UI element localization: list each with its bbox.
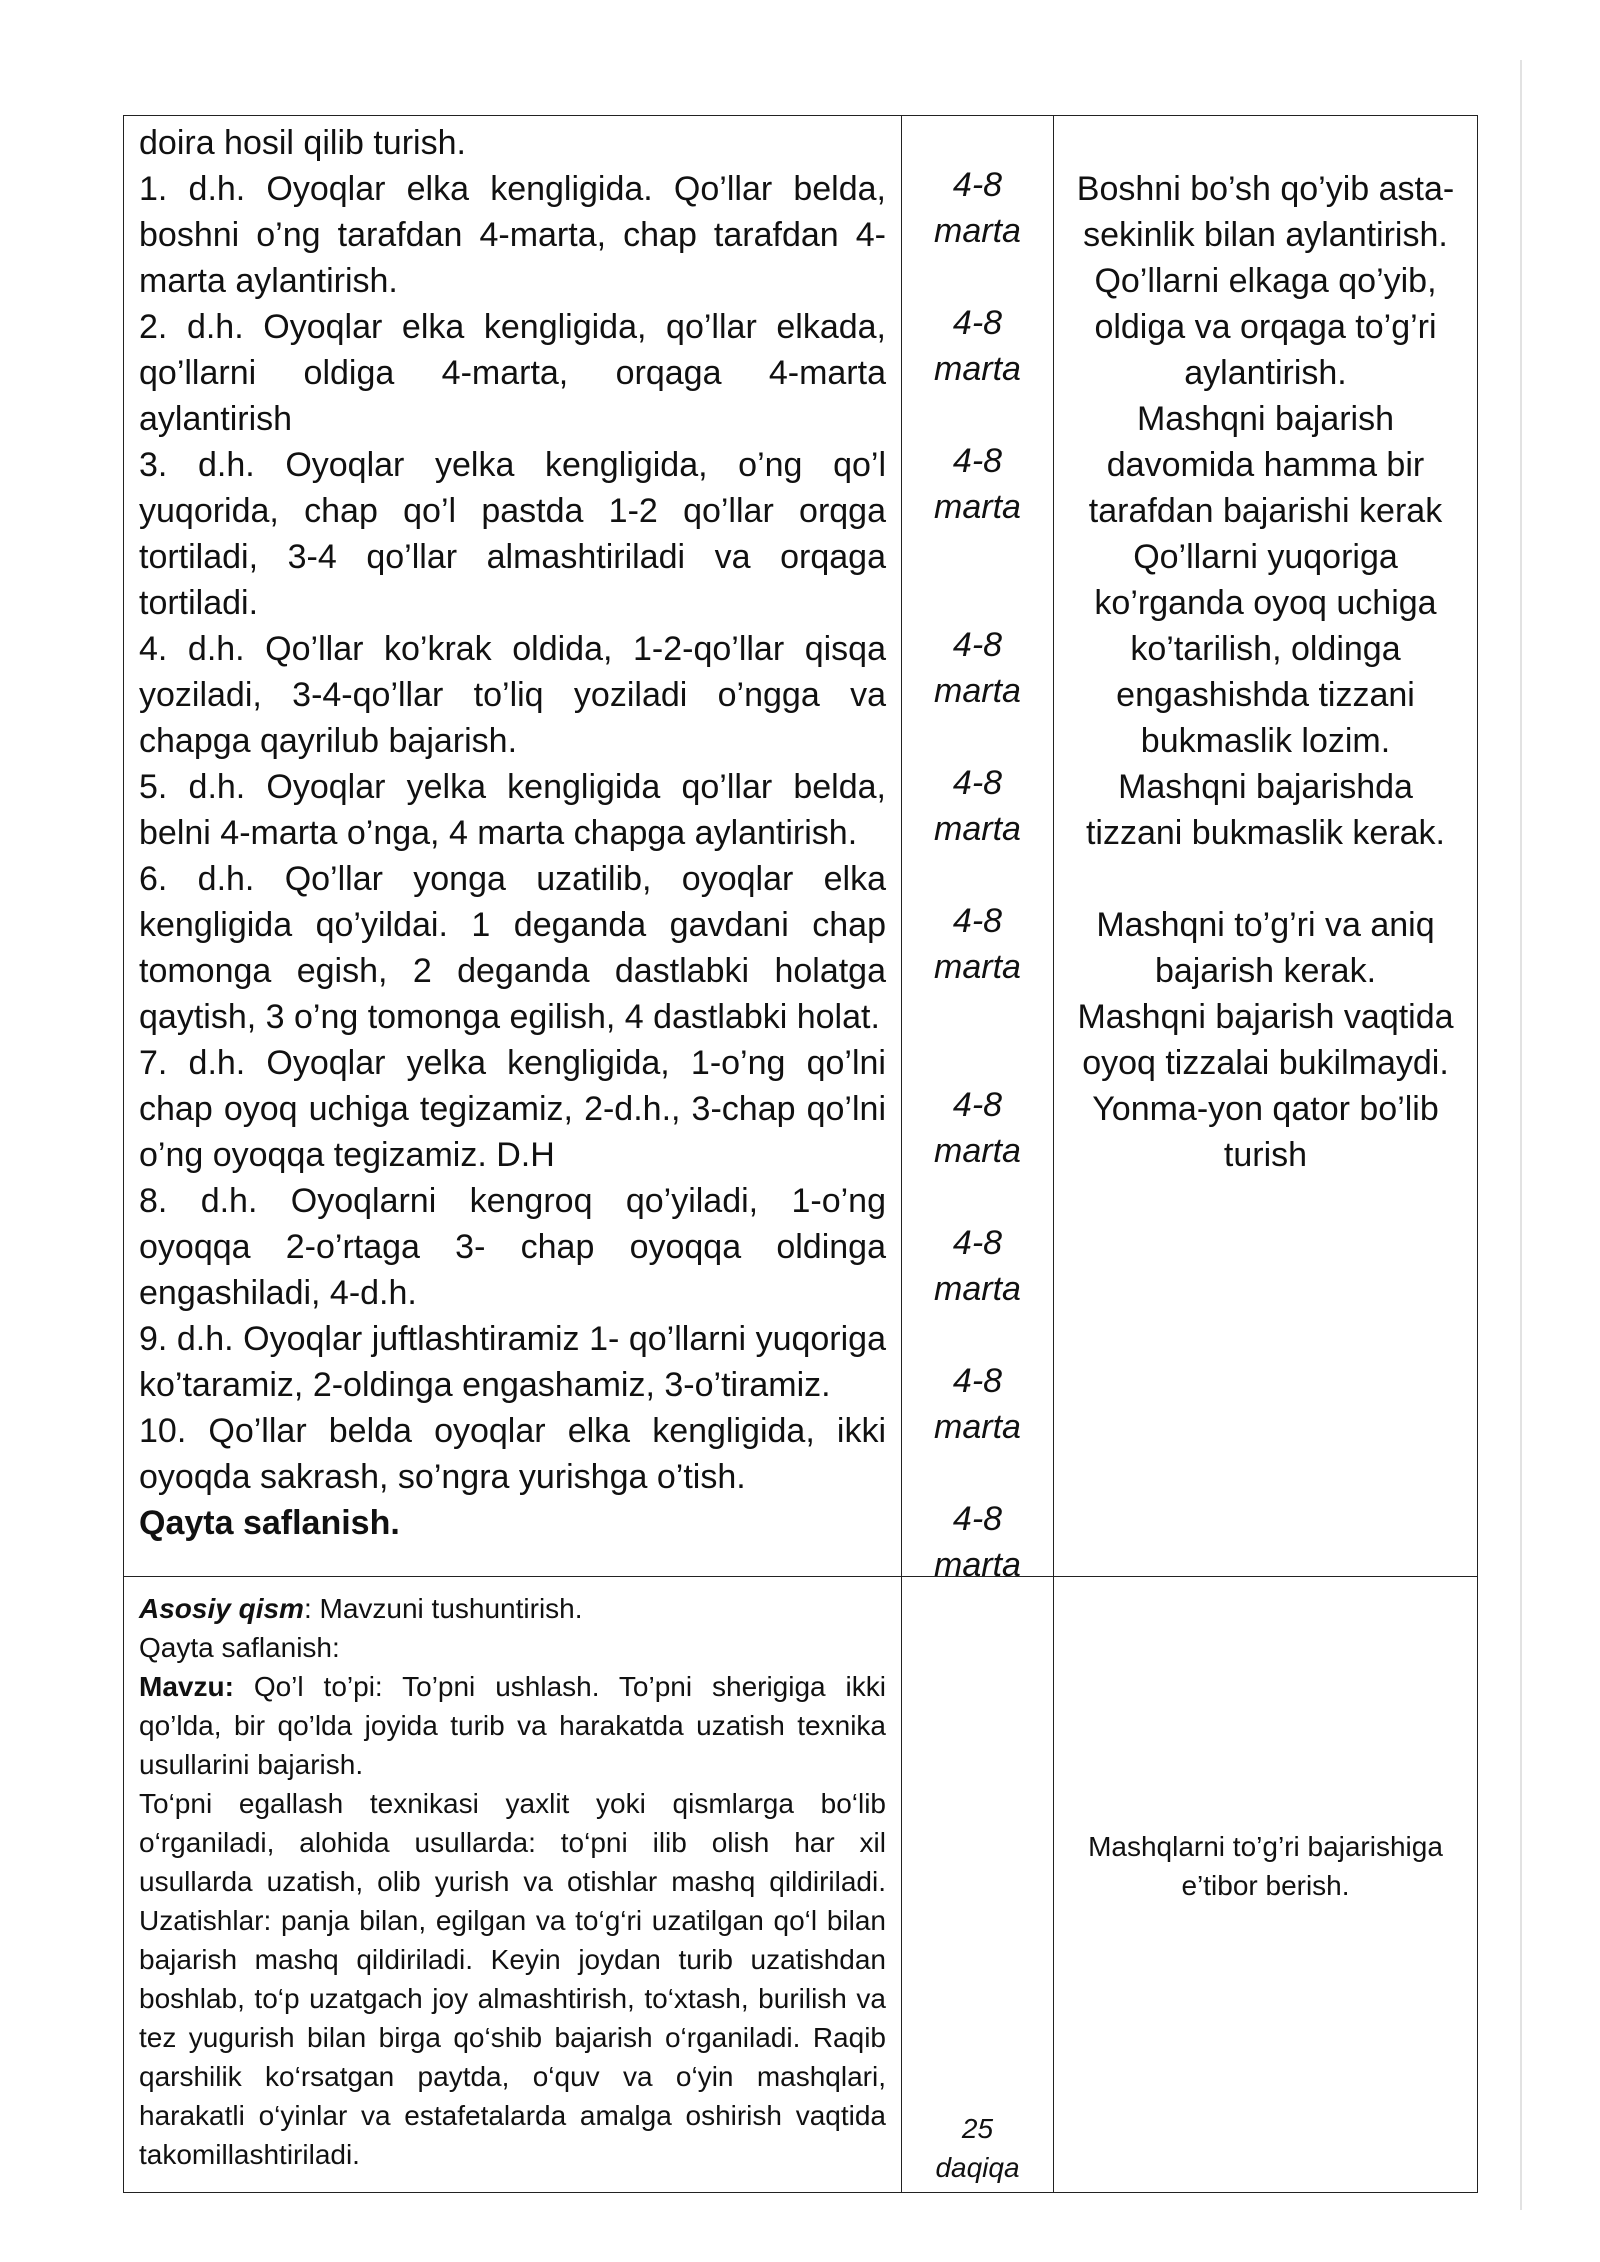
warmup-intro: doira hosil qilib turish. [139, 124, 466, 162]
topic-text: Qo’l to’pi: To’pni ushlash. To’pni sherigiga ikki qo’lda, bir qo’lda joyida turib va harakatda uzatish texnika usullarini bajarish. [139, 1671, 886, 1780]
note-line: Boshni bo’sh qo’yib asta- [1076, 170, 1455, 208]
note-line: ko’rganda oyoq uchiga [1094, 584, 1437, 622]
dosage-entry: 4-8 marta [934, 902, 1021, 986]
dosage-entry: 4-8 marta [934, 304, 1021, 388]
note-line: Mashqni bajarish [1136, 400, 1395, 438]
note-line: sekinlik bilan aylantirish. [1083, 216, 1448, 254]
main-time-value: 25 daqiqa [935, 2113, 1020, 2183]
dosage-entry: 4-8 marta [934, 1224, 1021, 1308]
note-line: ko’tarilish, oldinga [1130, 630, 1401, 668]
exercise-item: 5. d.h. Oyoqlar yelka kengligida qo’llar belda, belni 4-marta o’nga, 4 marta chapga aylantirish. [139, 768, 886, 852]
dosage-entry: 4-8 marta [934, 1362, 1021, 1446]
exercise-item: 6. d.h. Qo’llar yonga uzatilib, oyoqlar elka kengligida qo’yildai. 1 deganda gavdani chap tomonga egish, 2 deganda dastlabki holatga qaytish, 3 o’ng tomonga egilish, 4 dastlabki holat. [139, 860, 886, 1036]
topic-line [139, 1667, 886, 1784]
note-line: aylantirish. [1184, 354, 1347, 392]
exercise-item: 3. d.h. Oyoqlar yelka kengligida, o’ng qo’l yuqorida, chap qo’l pastda 1-2 qo’llar orqga tortiladi, 3-4 qo’llar almashtiriladi va orqaga tortiladi. [139, 446, 886, 622]
note-line: Yonma-yon qator bo’lib [1092, 1090, 1439, 1128]
main-regroup-line: Qayta saflanish: [139, 1632, 340, 1663]
note-line: oldiga va orqaga to’g’ri [1094, 308, 1437, 346]
note-line: oyoq tizzalai bukilmaydi. [1082, 1044, 1449, 1082]
main-note: Mashqlarni to’g’ri bajarishiga e’tibor berish. [1088, 1831, 1443, 1901]
note-line: Mashqni bajarish vaqtida [1077, 998, 1454, 1036]
main-part-text: : Mavzuni tushuntirish. [303, 1593, 583, 1624]
main-part-content-cell [124, 1577, 902, 2193]
exercise-item: 9. d.h. Oyoqlar juftlashtiramiz 1- qo’llarni yuqoriga ko’taramiz, 2-oldinga engashamiz, 3-o’tiramiz. [139, 1320, 886, 1404]
note-line: bajarish kerak. [1154, 952, 1377, 990]
page-edge-line [1520, 60, 1522, 2210]
note-line: davomida hamma bir [1106, 446, 1425, 484]
main-time-cell [902, 1577, 1054, 2193]
technique-paragraph: To‘pni egallash texnikasi yaxlit yoki qismlarga bo‘lib o‘rganiladi, alohida usullarda: to‘pni ilib olish har xil usullarda uzatish, olib yurish va otishlar mashq qildiriladi. Uzatishlar: panja bilan, egilgan va to‘g‘ri uzatilgan qo‘l bilan bajarish mashq qildiriladi. Keyin joydan turib uzatishdan boshlab, to‘p uzatgach joy almashtirish, to‘xtash, burilish va tez yugurish bilan birga qo‘shib bajarish o‘rganiladi. Raqib qarshilik ko‘rsatgan paytda, o‘quv va o‘yin mashqlari, harakatli o‘yinlar va estafetalarda amalga oshirish vaqtida takomillashtiriladi. [139, 1788, 886, 2170]
regroup-heading: Qayta saflanish. [139, 1504, 400, 1542]
note-line: Qo’llarni yuqoriga [1133, 538, 1398, 576]
exercise-item: 7. d.h. Oyoqlar yelka kengligida, 1-o’ng qo’lni chap oyoq uchiga tegizamiz, 2-d.h., 3-chap qo’lni o’ng oyoqqa tegizamiz. D.H [139, 1044, 886, 1174]
exercise-item: 10. Qo’llar belda oyoqlar elka kengligida, ikki oyoqda sakrash, so’ngra yurishga o’tish. [139, 1412, 886, 1496]
main-part-heading [139, 1589, 886, 1628]
note-line: bukmaslik lozim. [1140, 722, 1391, 760]
main-part-row [124, 1577, 1478, 2193]
dosage-entry: 4-8 marta [934, 1500, 1021, 1584]
main-note-cell [1054, 1577, 1478, 2193]
note-line: Qo’llarni elkaga qo’yib, [1094, 262, 1437, 300]
warmup-exercises-cell [124, 116, 902, 1577]
warmup-row [124, 116, 1478, 1577]
exercise-item: 4. d.h. Qo’llar ko’krak oldida, 1-2-qo’llar qisqa yoziladi, 3-4-qo’llar to’liq yoziladi o’ngga va chapga qayrilub bajarish. [139, 630, 886, 760]
topic-label: Mavzu: [139, 1671, 234, 1702]
note-line: turish [1223, 1136, 1308, 1174]
dosage-entry: 4-8 marta [934, 764, 1021, 848]
exercise-item: 2. d.h. Oyoqlar elka kengligida, qo’llar elkada, qo’llarni oldiga 4-marta, orqaga 4-marta aylantirish [139, 308, 886, 438]
dosage-entry: 4-8 marta [934, 442, 1021, 526]
dosage-entry: 4-8 marta [934, 166, 1021, 250]
exercise-item: 8. d.h. Oyoqlarni kengroq qo’yiladi, 1-o’ng oyoqqa 2-o’rtaga 3- chap oyoqqa oldinga engashiladi, 4-d.h. [139, 1182, 886, 1312]
methodical-notes-cell [1054, 116, 1478, 1577]
note-line: tizzani bukmaslik kerak. [1085, 814, 1445, 852]
note-line: engashishda tizzani [1116, 676, 1415, 714]
exercise-item: 1. d.h. Oyoqlar elka kengligida. Qo’llar belda, boshni o’ng tarafdan 4-marta, chap tarafdan 4-marta aylantirish. [139, 170, 886, 300]
dosage-entry: 4-8 marta [934, 1086, 1021, 1170]
dosage-entry: 4-8 marta [934, 626, 1021, 710]
note-line: tarafdan bajarishi kerak [1088, 492, 1443, 530]
main-part-label: Asosiy qism [139, 1593, 304, 1624]
dosage-cell [902, 116, 1054, 1584]
note-line: Mashqni to’g’ri va aniq [1096, 906, 1435, 944]
note-line: Mashqni bajarishda [1118, 768, 1413, 806]
lesson-plan-table [123, 115, 1478, 2193]
